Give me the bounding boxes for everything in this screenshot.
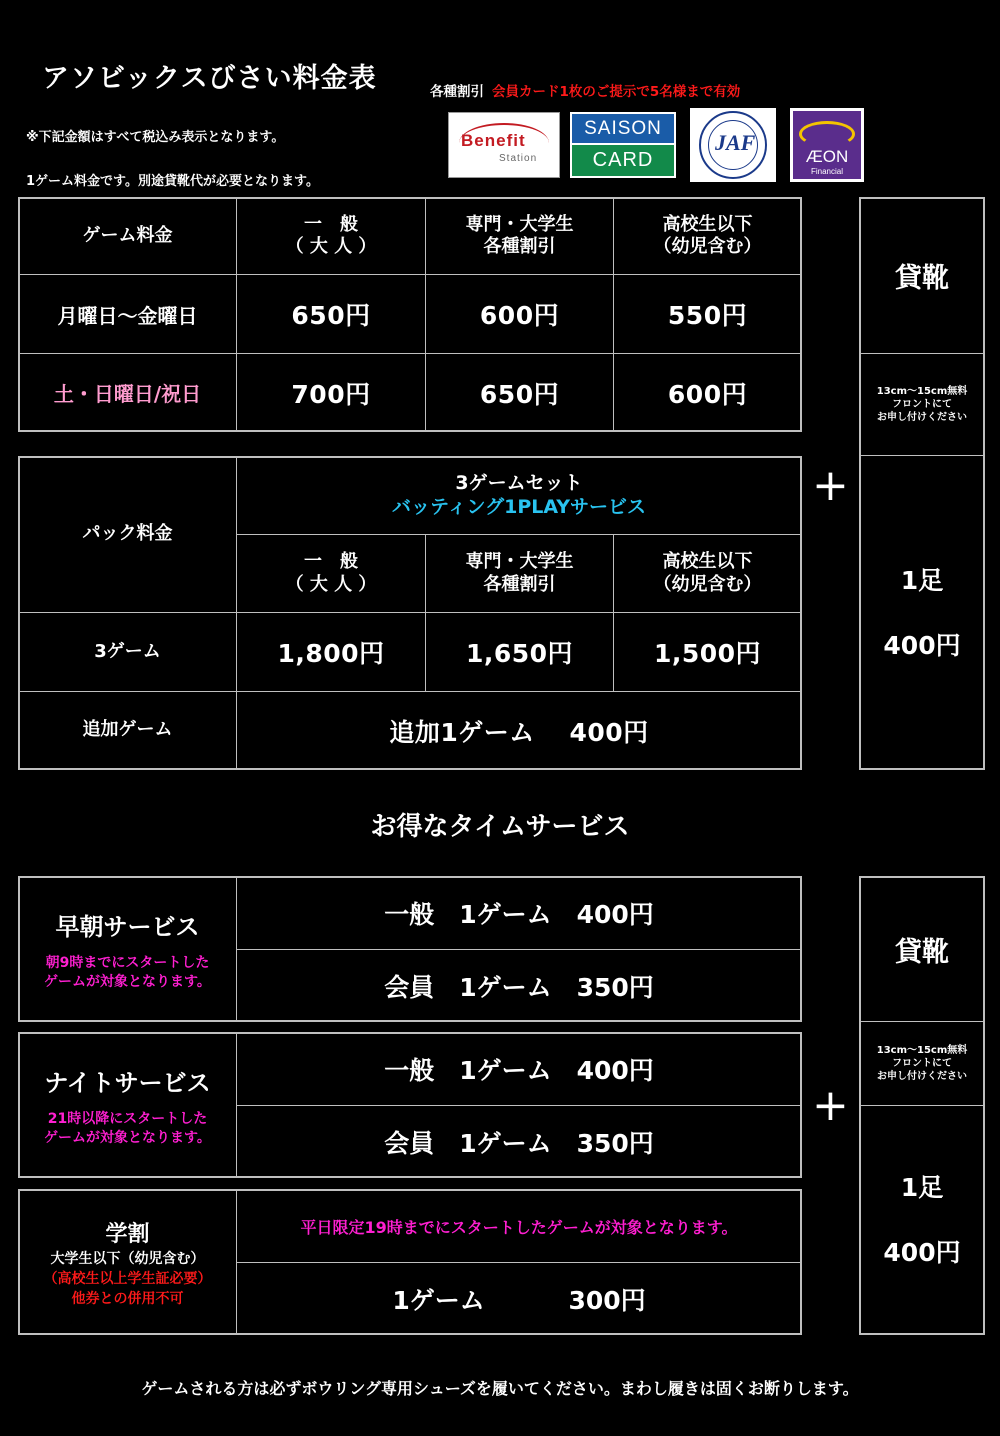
jaf-logo bbox=[690, 108, 776, 182]
plus-sign-top: + bbox=[812, 460, 849, 511]
col-student-header bbox=[425, 197, 614, 275]
weekend-general-price: 700円 bbox=[236, 353, 426, 432]
weekend-label: 土・日曜日/祝日 bbox=[18, 353, 237, 432]
aeon-logo-text: ÆON bbox=[805, 147, 849, 166]
shoe-note-line1: 13cm～15cm無料 bbox=[876, 386, 968, 397]
shoe-note-line1-bottom: 13cm～15cm無料 bbox=[876, 1045, 968, 1056]
student-discount-price: 1ゲーム 300円 bbox=[236, 1262, 802, 1335]
shoe-price: 400円 bbox=[883, 630, 961, 660]
weekday-student-price: 600円 bbox=[425, 274, 614, 354]
pack-set-subtitle: バッティング1PLAYサービス bbox=[392, 495, 646, 518]
extra-game-price: 追加1ゲーム 400円 bbox=[236, 691, 802, 770]
night-note-line2: ゲームが対象となります。 bbox=[44, 1129, 211, 1146]
saison-logo-text: SAISON bbox=[572, 114, 674, 143]
jaf-mark: JAF bbox=[715, 130, 756, 155]
morning-note-line1: 朝9時までにスタートした bbox=[45, 954, 210, 971]
weekday-label: 月曜日～金曜日 bbox=[18, 274, 237, 354]
student-discount-exclusive: 他券との併用不可 bbox=[71, 1290, 184, 1307]
shoe-rental-title-top: 貸靴 bbox=[859, 197, 985, 354]
col-student-line2: 各種割引 bbox=[483, 236, 556, 257]
shoe-price-bottom: 400円 bbox=[883, 1238, 961, 1267]
col-general-header bbox=[236, 197, 426, 275]
saison-card-logo bbox=[570, 112, 676, 178]
pack-set-header bbox=[236, 456, 802, 535]
col-youth-line2: （幼児含む） bbox=[653, 236, 762, 257]
game-price-header-label: ゲーム料金 bbox=[82, 224, 173, 246]
weekday-youth-price: 550円 bbox=[613, 274, 802, 354]
pack-col-youth-line1: 高校生以下 bbox=[662, 551, 753, 572]
student-discount-requirement: （高校生以上学生証必要） bbox=[43, 1270, 212, 1287]
benefit-station-logo bbox=[448, 112, 560, 178]
game-price-header bbox=[18, 197, 237, 275]
col-youth-header bbox=[613, 197, 802, 275]
morning-note-line2: ゲームが対象となります。 bbox=[44, 973, 211, 990]
morning-member-price: 会員 1ゲーム 350円 bbox=[236, 949, 802, 1022]
morning-service-note bbox=[44, 954, 211, 992]
student-discount-sub: 大学生以下（幼児含む） bbox=[50, 1250, 205, 1267]
shoe-rental-title-bottom: 貸靴 bbox=[859, 876, 985, 1022]
pack-col-general-line2: （ 大 人 ） bbox=[285, 573, 377, 595]
pack-price-header-label: パック料金 bbox=[82, 523, 173, 545]
night-note-line1: 21時以降にスタートした bbox=[47, 1110, 208, 1127]
aeon-arc-icon bbox=[799, 121, 855, 147]
weekend-youth-price: 600円 bbox=[613, 353, 802, 432]
shoe-unit: 1足 bbox=[900, 565, 944, 595]
col-general-line1: 一 般 bbox=[304, 213, 358, 235]
col-student-line1: 専門・大学生 bbox=[465, 213, 574, 235]
shoe-rental-note-bottom bbox=[859, 1021, 985, 1106]
tax-note: ※下記金額はすべて税込み表示となります。 bbox=[26, 130, 285, 145]
footer-note: ゲームされる方は必ずボウリング専用シューズを履いてください。まわし履きは固くお断りします。 bbox=[141, 1379, 859, 1398]
shoe-note-line2-bottom: フロントにて bbox=[892, 1058, 952, 1069]
discount-line bbox=[430, 80, 740, 100]
shoe-note-line3-bottom: お申し付けください bbox=[877, 1071, 967, 1082]
benefit-logo-text: Benefit bbox=[461, 131, 526, 150]
saison-card-text: CARD bbox=[572, 145, 674, 176]
night-service-label-cell bbox=[18, 1032, 237, 1178]
night-service-note bbox=[44, 1110, 211, 1148]
aeon-financial-logo bbox=[790, 108, 864, 182]
discount-label: 各種割引 bbox=[430, 84, 484, 100]
student-discount-condition: 平日限定19時までにスタートしたゲームが対象となります。 bbox=[236, 1189, 802, 1263]
pack-col-student-header bbox=[425, 534, 614, 613]
aeon-logo-background bbox=[793, 111, 861, 179]
col-general-line2: （ 大 人 ） bbox=[285, 236, 377, 257]
three-game-general-price: 1,800円 bbox=[236, 612, 426, 692]
pack-col-student-line2: 各種割引 bbox=[483, 573, 556, 595]
pack-col-student-line1: 専門・大学生 bbox=[465, 551, 574, 572]
benefit-logo-subtext: Station bbox=[499, 153, 538, 164]
page-title: アソビックスびさい料金表 bbox=[42, 63, 377, 94]
three-game-student-price: 1,650円 bbox=[425, 612, 614, 692]
shoe-rental-price-bottom bbox=[859, 1105, 985, 1335]
pack-col-youth-header bbox=[613, 534, 802, 613]
three-game-youth-price: 1,500円 bbox=[613, 612, 802, 692]
three-game-label: 3ゲーム bbox=[18, 612, 237, 692]
pack-set-title: 3ゲームセット bbox=[455, 471, 583, 494]
pack-col-general-header bbox=[236, 534, 426, 613]
aeon-logo-subtext: Financial bbox=[810, 167, 843, 176]
pack-price-header bbox=[18, 456, 237, 613]
pack-col-general-line1: 一 般 bbox=[304, 551, 358, 572]
night-service-title: ナイトサービス bbox=[44, 1068, 211, 1097]
morning-general-price: 一般 1ゲーム 400円 bbox=[236, 876, 802, 950]
night-general-price: 一般 1ゲーム 400円 bbox=[236, 1032, 802, 1106]
pack-col-youth-line2: （幼児含む） bbox=[653, 573, 762, 595]
extra-game-label: 追加ゲーム bbox=[18, 691, 237, 770]
time-service-title: お得なタイムサービス bbox=[370, 812, 630, 842]
shoe-note-line3: お申し付けください bbox=[877, 412, 967, 423]
shoe-rental-note-top bbox=[859, 353, 985, 456]
col-youth-line1: 高校生以下 bbox=[662, 213, 753, 235]
discount-note: 会員カード1枚のご提示で5名様まで有効 bbox=[492, 84, 741, 100]
student-discount-title: 学割 bbox=[105, 1221, 150, 1247]
shoe-unit-bottom: 1足 bbox=[900, 1173, 944, 1202]
shoe-note-line2: フロントにて bbox=[892, 399, 952, 410]
plus-sign-bottom: + bbox=[812, 1080, 849, 1131]
night-member-price: 会員 1ゲーム 350円 bbox=[236, 1105, 802, 1178]
morning-service-title: 早朝サービス bbox=[55, 912, 200, 941]
weekend-student-price: 650円 bbox=[425, 353, 614, 432]
morning-service-label-cell bbox=[18, 876, 237, 1022]
student-discount-label-cell bbox=[18, 1189, 237, 1335]
shoe-rental-price-top bbox=[859, 455, 985, 770]
weekday-general-price: 650円 bbox=[236, 274, 426, 354]
game-note: 1ゲーム料金です。別途貸靴代が必要となります。 bbox=[26, 174, 319, 189]
